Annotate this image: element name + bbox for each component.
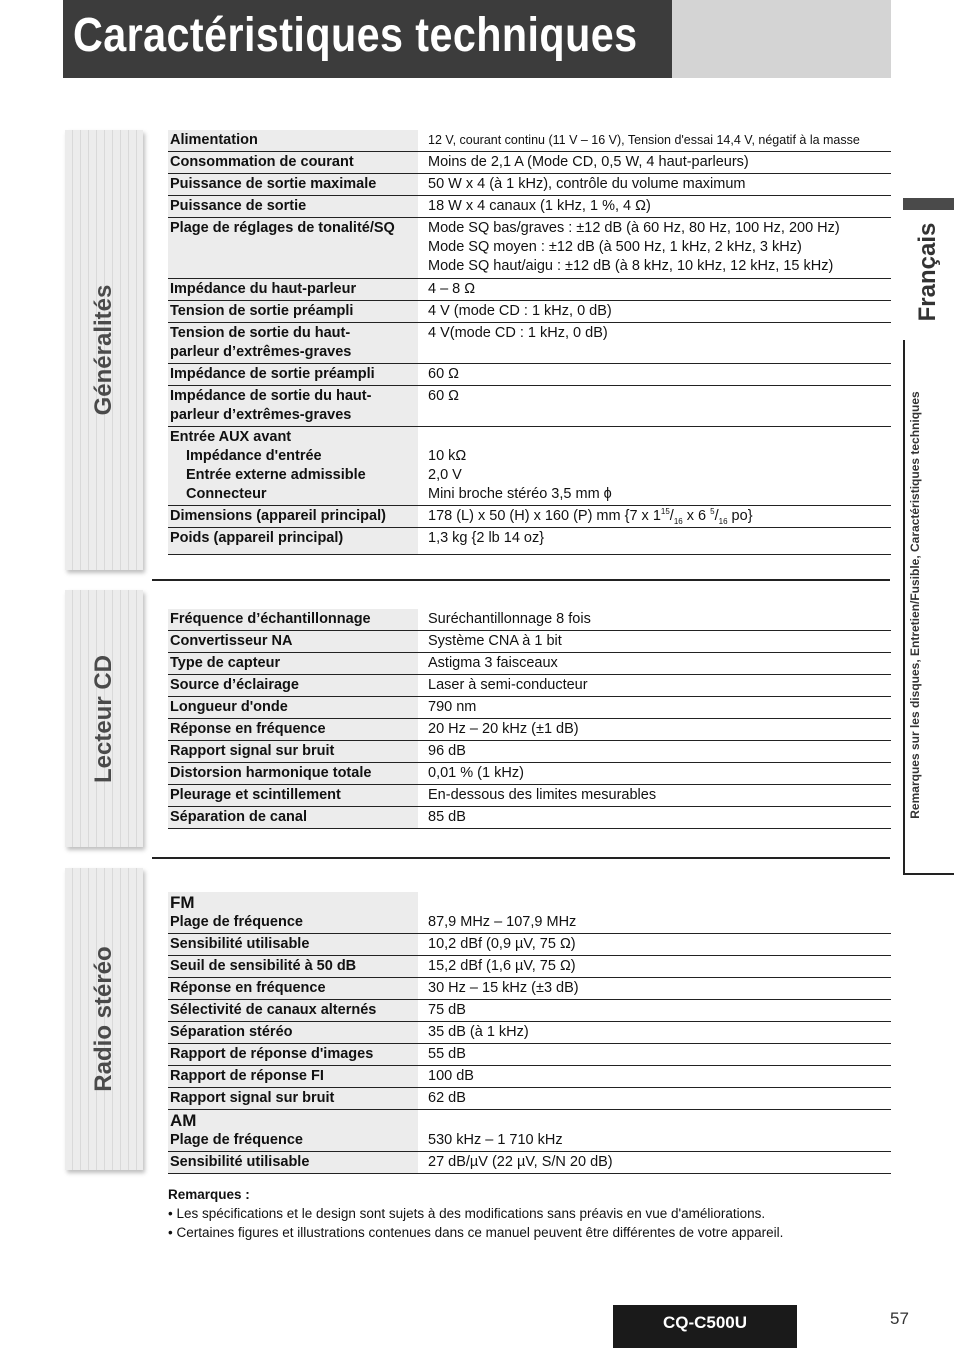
spec-key: Fréquence d’échantillonnage — [168, 609, 418, 631]
table-row — [168, 196, 891, 218]
table-row — [168, 631, 891, 653]
frac-num: 15 — [660, 507, 670, 517]
spec-key: Rapport signal sur bruit — [168, 1088, 418, 1110]
spec-value: 18 W x 4 canaux (1 kHz, 1 %, 4 Ω) — [418, 196, 891, 218]
table-row — [168, 978, 891, 1000]
table-row — [168, 427, 891, 506]
dim-text: po} — [727, 508, 753, 524]
table-row — [168, 528, 891, 555]
table-row — [168, 697, 891, 719]
spec-key: Séparation de canal — [168, 807, 418, 829]
spec-key-line: parleur d’extrêmes-graves — [170, 344, 352, 360]
spec-value: 62 dB — [418, 1088, 891, 1110]
general-spec-table — [168, 130, 891, 555]
spec-value: 30 Hz – 15 kHz (±3 dB) — [418, 978, 891, 1000]
remark-item: • Certaines figures et illustrations contenues dans ce manuel peuvent être différentes de votre appareil. — [168, 1225, 784, 1240]
frac-num: 5 — [710, 507, 715, 517]
spec-value — [418, 218, 891, 279]
table-row — [168, 323, 891, 364]
table-row — [168, 301, 891, 323]
remarks-title: Remarques : — [168, 1187, 250, 1202]
spec-key-line: Plage de fréquence — [170, 1132, 303, 1148]
section-label-radio: Radio stéréo — [90, 946, 117, 1092]
spec-key: Consommation de courant — [168, 152, 418, 174]
cd-spec-table — [168, 609, 891, 829]
spec-value: 790 nm — [418, 697, 891, 719]
spec-key: Tension de sortie préampli — [168, 301, 418, 323]
spec-value: 0,01 % (1 kHz) — [418, 763, 891, 785]
side-breadcrumb: Remarques sur les disques, Entretien/Fusible, Caractéristiques techniques — [908, 391, 922, 819]
page-title: Caractéristiques techniques — [73, 9, 638, 62]
spec-key: Pleurage et scintillement — [168, 785, 418, 807]
spec-value: Astigma 3 faisceaux — [418, 653, 891, 675]
spec-value: 60 Ω — [418, 364, 891, 386]
spec-key: Rapport signal sur bruit — [168, 741, 418, 763]
spec-value: 60 Ω — [418, 386, 891, 427]
remarks — [168, 1185, 783, 1242]
spec-key: Impédance du haut-parleur — [168, 279, 418, 301]
spec-value — [418, 427, 891, 506]
spec-value: 100 dB — [418, 1066, 891, 1088]
table-row — [168, 675, 891, 697]
spec-key — [168, 323, 418, 364]
table-row — [168, 1022, 891, 1044]
page-number: 57 — [890, 1309, 909, 1328]
table-row — [168, 956, 891, 978]
spec-key: Sensibilité utilisable — [168, 934, 418, 956]
spec-value: 4 V (mode CD : 1 kHz, 0 dB) — [418, 301, 891, 323]
spec-value: 87,9 MHz – 107,9 MHz — [418, 892, 891, 934]
table-row — [168, 174, 891, 196]
spec-key: Poids (appareil principal) — [168, 528, 418, 555]
section-tab-cd — [65, 590, 143, 847]
language-tab-marker — [903, 198, 954, 210]
spec-value: 35 dB (à 1 kHz) — [418, 1022, 891, 1044]
spec-key: Réponse en fréquence — [168, 719, 418, 741]
table-row — [168, 364, 891, 386]
spec-key — [168, 427, 418, 506]
section-divider — [152, 857, 890, 859]
table-row — [168, 609, 891, 631]
spec-key: Convertisseur NA — [168, 631, 418, 653]
table-row — [168, 741, 891, 763]
spec-key: Longueur d'onde — [168, 697, 418, 719]
table-row — [168, 1152, 891, 1174]
spec-value: 1,3 kg {2 lb 14 oz} — [418, 528, 891, 555]
dim-text: x 6 — [682, 508, 711, 524]
spec-key-line: Plage de fréquence — [170, 914, 303, 930]
spec-key: Rapport de réponse FI — [168, 1066, 418, 1088]
spec-value-line: Mode SQ bas/graves : ±12 dB (à 60 Hz, 80 Hz, 100 Hz, 200 Hz) — [428, 220, 840, 236]
table-row — [168, 386, 891, 427]
spec-key: Seuil de sensibilité à 50 dB — [168, 956, 418, 978]
spec-value: 12 V, courant continu (11 V – 16 V), Tension d'essai 14,4 V, négatif à la masse — [418, 130, 891, 152]
spec-value: 85 dB — [418, 807, 891, 829]
table-row — [168, 807, 891, 829]
table-row — [168, 1066, 891, 1088]
spec-value: 50 W x 4 (à 1 kHz), contrôle du volume maximum — [418, 174, 891, 196]
spec-key — [168, 386, 418, 427]
band-heading-am: AM — [170, 1111, 197, 1130]
frac-den: 16 — [673, 516, 683, 526]
spec-value: Moins de 2,1 A (Mode CD, 0,5 W, 4 haut-parleurs) — [418, 152, 891, 174]
spec-value: Système CNA à 1 bit — [418, 631, 891, 653]
spec-value: En-dessous des limites mesurables — [418, 785, 891, 807]
spec-key — [168, 892, 418, 934]
spec-key-line: Tension de sortie du haut- — [170, 325, 351, 341]
spec-value: 178 (L) x 50 (H) x 160 (P) mm {7 x $1^{15}/_{16}$ x 6 $^5/_{16}$ po} — [418, 506, 891, 528]
spec-value: 10,2 dBf (0,9 µV, 75 Ω) — [418, 934, 891, 956]
spec-value: 75 dB — [418, 1000, 891, 1022]
side-rule-bottom — [903, 873, 954, 875]
section-label-cd: Lecteur CD — [90, 654, 117, 783]
spec-key: Impédance de sortie préampli — [168, 364, 418, 386]
section-label-general: Généralités — [90, 284, 117, 416]
spec-value: 55 dB — [418, 1044, 891, 1066]
table-row — [168, 934, 891, 956]
spec-value-line: 2,0 V — [428, 467, 462, 483]
side-rule — [903, 340, 905, 875]
table-row — [168, 653, 891, 675]
table-row — [168, 1110, 891, 1152]
spec-key: Type de capteur — [168, 653, 418, 675]
table-row — [168, 1088, 891, 1110]
table-row — [168, 892, 891, 934]
table-row — [168, 1044, 891, 1066]
spec-value: 20 Hz – 20 kHz (±1 dB) — [418, 719, 891, 741]
table-row — [168, 130, 891, 152]
spec-key-line: Entrée AUX avant — [170, 429, 292, 445]
spec-value: Suréchantillonnage 8 fois — [418, 609, 891, 631]
table-row — [168, 218, 891, 279]
band-heading-fm: FM — [170, 893, 195, 912]
table-row — [168, 719, 891, 741]
spec-key: Rapport de réponse d'images — [168, 1044, 418, 1066]
spec-key: Alimentation — [168, 130, 418, 152]
language-label: Français — [914, 222, 941, 322]
frac-den: 16 — [718, 516, 728, 526]
spec-subkey: Entrée externe admissible — [186, 467, 366, 483]
spec-key-line: parleur d’extrêmes-graves — [170, 407, 352, 423]
spec-value-line: 10 kΩ — [428, 448, 467, 464]
spec-value: 530 kHz – 1 710 kHz — [418, 1110, 891, 1152]
radio-spec-table — [168, 892, 891, 1174]
spec-value: 4 – 8 Ω — [418, 279, 891, 301]
table-row — [168, 279, 891, 301]
table-row — [168, 763, 891, 785]
section-tab-radio — [65, 868, 143, 1170]
section-divider — [152, 579, 890, 581]
spec-value: 96 dB — [418, 741, 891, 763]
spec-key: Source d’éclairage — [168, 675, 418, 697]
spec-key: Puissance de sortie — [168, 196, 418, 218]
table-row — [168, 152, 891, 174]
spec-key-line: Impédance de sortie du haut- — [170, 388, 372, 404]
spec-value-line: Mode SQ haut/aigu : ±12 dB (à 8 kHz, 10 kHz, 12 kHz, 15 kHz) — [428, 258, 834, 274]
spec-value: 15,2 dBf (1,6 µV, 75 Ω) — [418, 956, 891, 978]
section-tab-general — [65, 130, 143, 570]
model-badge: CQ-C500U — [613, 1305, 797, 1348]
title-bar — [63, 0, 891, 78]
title-box — [63, 0, 672, 78]
spec-key: Sélectivité de canaux alternés — [168, 1000, 418, 1022]
spec-key: Distorsion harmonique totale — [168, 763, 418, 785]
spec-key: Sensibilité utilisable — [168, 1152, 418, 1174]
spec-key: Plage de réglages de tonalité/SQ — [168, 218, 418, 279]
spec-value: 27 dB/µV (22 µV, S/N 20 dB) — [418, 1152, 891, 1174]
table-row — [168, 1000, 891, 1022]
remark-item: • Les spécifications et le design sont sujets à des modifications sans préavis en vue d'améliorations. — [168, 1206, 766, 1221]
spec-key — [168, 1110, 418, 1152]
spec-key: Séparation stéréo — [168, 1022, 418, 1044]
spec-key: Puissance de sortie maximale — [168, 174, 418, 196]
dim-text: 178 (L) x 50 (H) x 160 (P) mm {7 x 1 — [428, 508, 661, 524]
spec-value-line: Mini broche stéréo 3,5 mm ϕ — [428, 486, 612, 502]
spec-value-line: Mode SQ moyen : ±12 dB (à 500 Hz, 1 kHz, 2 kHz, 3 kHz) — [428, 239, 802, 255]
spec-value: 4 V(mode CD : 1 kHz, 0 dB) — [418, 323, 891, 364]
table-row — [168, 785, 891, 807]
table-row — [168, 506, 891, 528]
spec-subkey: Impédance d'entrée — [186, 448, 322, 464]
spec-key: Dimensions (appareil principal) — [168, 506, 418, 528]
spec-value: Laser à semi-conducteur — [418, 675, 891, 697]
spec-subkey: Connecteur — [186, 486, 267, 502]
spec-key: Réponse en fréquence — [168, 978, 418, 1000]
